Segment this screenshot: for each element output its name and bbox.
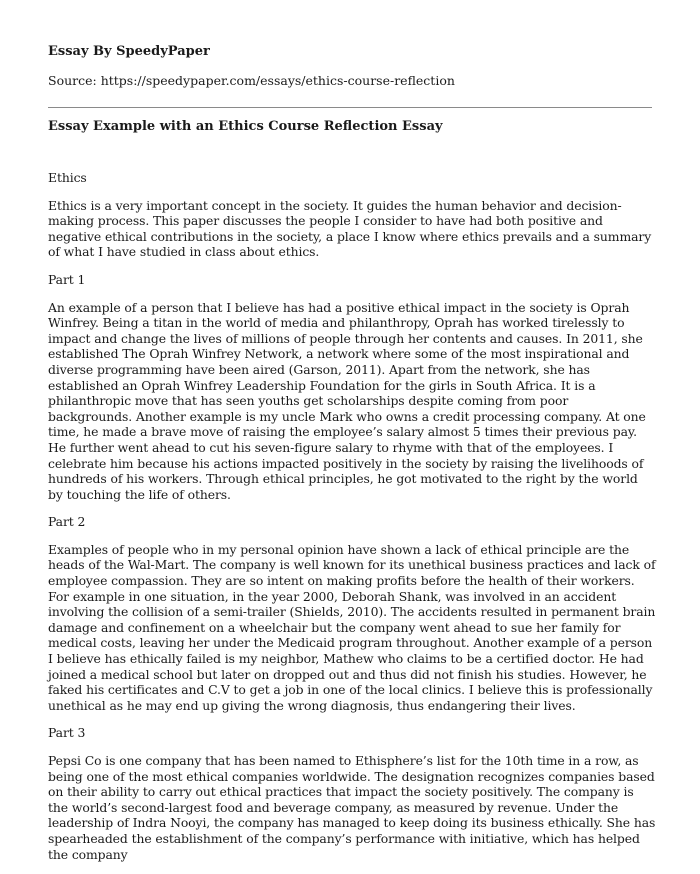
section-heading-part-1: Part 1 — [48, 271, 86, 287]
section-heading-ethics: Ethics — [48, 170, 87, 185]
essay-title: Essay Example with an Ethics Course Reflection Essay — [48, 119, 443, 134]
paragraph-part-1: An example of a person that I believe has had a positive ethical impact in the society is Oprah Winfrey. Being a titan in the world of media and philanthropy, Oprah has worked tirelessly to impact and change the lives of millions of people through her contents and causes. In 2011, she established The Oprah Winfrey Network, a network where some of the most inspirational and diverse programming have been aired (Garson, 2011). Apart from the network, she has established an Oprah Winfrey Leadership Foundation for the girls in South Africa. It is a philanthropic move that has seen youths get scholarships despite coming from poor backgrounds. Another example is my uncle Mark who owns a credit processing company. At one time, he made a brave move of raising the employee’s salary almost 5 times their previous pay. He further went ahead to cut his seven-figure salary to rhyme with that of the employees. I celebrate him because his actions impacted positively in the society by raising the livelihoods of hundreds of his workers. Through ethical principles, he got motivated to the right by the world by touching the life of others. — [48, 299, 646, 502]
paragraph-part-3: Pepsi Co is one company that has been named to Ethisphere’s list for the 10th time in a row, as being one of the most ethical companies worldwide. The designation recognizes companies based on their ability to carry out ethical practices that impact the society positively. The company is the world’s second-largest food and beverage company, as measured by revenue. Under the leadership of Indra Nooyi, the company has managed to keep doing its business ethically. She has spearheaded the establishment of the company’s performance with initiative, which has helped the company — [48, 753, 656, 862]
paragraph-intro: Ethics is a very important concept in the society. It guides the human behavior and decision-making process. This paper discusses the people I consider to have had both positive and negative ethical contributions in the society, a place I know where ethics prevails and a summary of what I have studied in class about ethics. — [48, 197, 652, 260]
essay-body — [48, 170, 656, 874]
paragraph-part-2: Examples of people who in my personal opinion have shown a lack of ethical principle are the heads of the Wal-Mart. The company is well known for its unethical business practices and lack of employee compassion. They are so intent on making profits before the health of their workers. For example in one situation, in the year 2000, Deborah Shank, was involved in an accident involving the collision of a semi-trailer (Shields, 2010). The accidents resulted in permanent brain damage and confinement on a wheelchair but the company went ahead to sue her family for medical costs, leaving her under the Medicaid program throughout. Another example of a person I believe has ethically failed is my neighbor, Mathew who claims to be a certified doctor. He had joined a medical school but later on dropped out and thus did not finish his studies. However, he faked his certificates and C.V to get a job in one of the local clinics. I believe this is professionally unethical as he may end up giving the wrong diagnosis, thus endangering their lives. — [48, 541, 656, 713]
site-title: Essay By SpeedyPaper — [48, 44, 210, 59]
header-divider — [48, 107, 652, 108]
section-heading-part-2: Part 2 — [48, 514, 86, 530]
section-heading-part-3: Part 3 — [48, 725, 86, 741]
source-line: Source: https://speedypaper.com/essays/ethics-course-reflection — [48, 73, 455, 88]
